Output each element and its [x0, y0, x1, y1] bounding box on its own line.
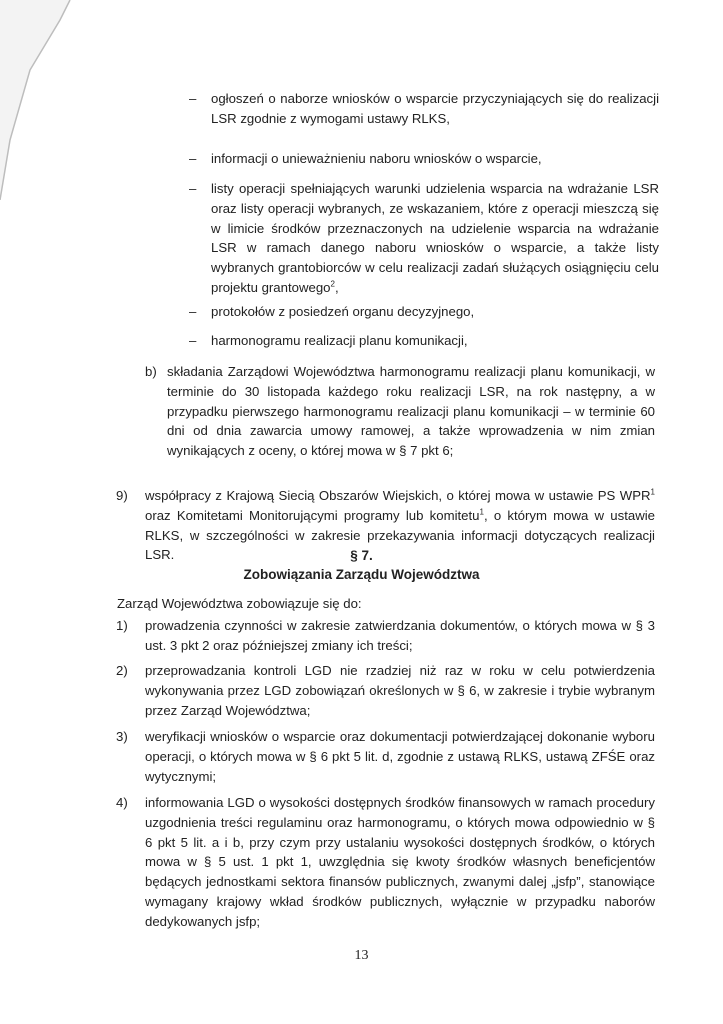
list-item-text: ogłoszeń o naborze wniosków o wsparcie przyczyniających się do realizacji LSR zgodnie z wymogami ustawy RLKS, — [211, 91, 659, 126]
intro-text: Zarząd Województwa zobowiązuje się do: — [117, 596, 362, 611]
page-corner-fold-shadow — [0, 0, 90, 200]
list-item-text: protokołów z posiedzeń organu decyzyjnego, — [211, 304, 475, 319]
list-item-text-tail: , — [334, 279, 339, 295]
list-item-text: informacji o unieważnieniu naboru wniosków o wsparcie, — [211, 151, 542, 166]
dash-marker: – — [189, 304, 197, 319]
dash-marker: – — [189, 151, 197, 166]
list-item-text — [211, 179, 659, 298]
dash-marker: – — [189, 181, 197, 196]
item-text-part: współpracy z Krajową Siecią Obszarów Wiejskich, o której mowa w ustawie PS WPR — [145, 488, 651, 503]
item-text: prowadzenia czynności w zakresie zatwierdzania dokumentów, o których mowa w § 3 ust. 3 pkt 2 oraz późniejszej zmiany ich treści; — [145, 618, 655, 653]
item-text: przeprowadzania kontroli LGD nie rzadziej niż raz w roku w celu potwierdzenia wykonywania przez LGD zobowiązań określonych w § 6, w zakresie i trybie wybranym przez Zarząd Województwa; — [145, 663, 655, 718]
list-item-text: harmonogramu realizacji planu komunikacji, — [211, 333, 468, 348]
footnote-ref: 1 — [650, 487, 655, 497]
item-text: składania Zarządowi Województwa harmonogramu realizacji planu komunikacji, w terminie do 30 listopada każdego roku realizacji LSR, na rok następny, a w przypadku pierwszego harmonogramu realizacji planu komunikacji – w terminie 60 dni od dnia zawarcia umowy ramowej, a także wprowadzenia w nim zmian wynikających z oceny, o której mowa w § 7 pkt 6; — [167, 364, 655, 459]
list-item-text-main: listy operacji spełniających warunki udzielenia wsparcia na wdrażanie LSR oraz listy operacji wybranych, ze wskazaniem, które z operacji mieszczą się w limicie środków przeznaczonych na udzielenie wsparcia na wdrażanie LSR w ramach danego naboru wniosków o wsparcie, a także listy wybranych grantobiorców w celu realizacji zadań służących osiągnięciu celu projektu grantowego — [211, 181, 659, 295]
page-number: 13 — [354, 948, 369, 963]
item-text: weryfikacji wniosków o wsparcie oraz dokumentacji potwierdzającej dokonanie wyboru operacji, o których mowa w § 6 pkt 5 lit. d, zgodnie z ustawą RLKS, ustawą ZFŚE oraz wytycznymi; — [145, 729, 655, 784]
item-text: informowania LGD o wysokości dostępnych środków finansowych w ramach procedury uzgodnienia treści regulaminu oraz harmonogramu, o których mowa odpowiednio w § 6 pkt 5 lit. a i b, przy czym przy ustalaniu wysokości dostępnych środków, o których mowa w § 5 ust. 1 pkt 1, uwzględnia się kwoty środków własnych beneficjentów będących jednostkami sektora finansów publicznych, zwanymi dalej „jsfp”, stanowiące wymagany krajowy wkład środków publicznych, wyłącznie w przypadku naborów dedykowanych jsfp; — [145, 795, 655, 929]
footnote-ref: 1 — [479, 507, 484, 517]
item-label: 3) — [116, 729, 128, 744]
item-label: 9) — [116, 488, 128, 503]
item-label: 2) — [116, 663, 128, 678]
section-number: § 7. — [350, 548, 373, 563]
footnote-ref: 2 — [330, 279, 335, 289]
item-text-part: oraz Komitetami Monitorującymi programy lub komitetu — [145, 507, 480, 523]
item-label: 4) — [116, 795, 128, 810]
dash-marker: – — [189, 333, 197, 348]
item-label: b) — [145, 364, 157, 379]
item-label: 1) — [116, 618, 128, 633]
item-text-part: , o którym mowa w ustawie RLKS, w szczególności w zakresie przekazywania informacji dotyczących realizacji LSR. — [145, 507, 655, 563]
dash-marker: – — [189, 91, 197, 106]
section-title: Zobowiązania Zarządu Województwa — [243, 567, 480, 582]
